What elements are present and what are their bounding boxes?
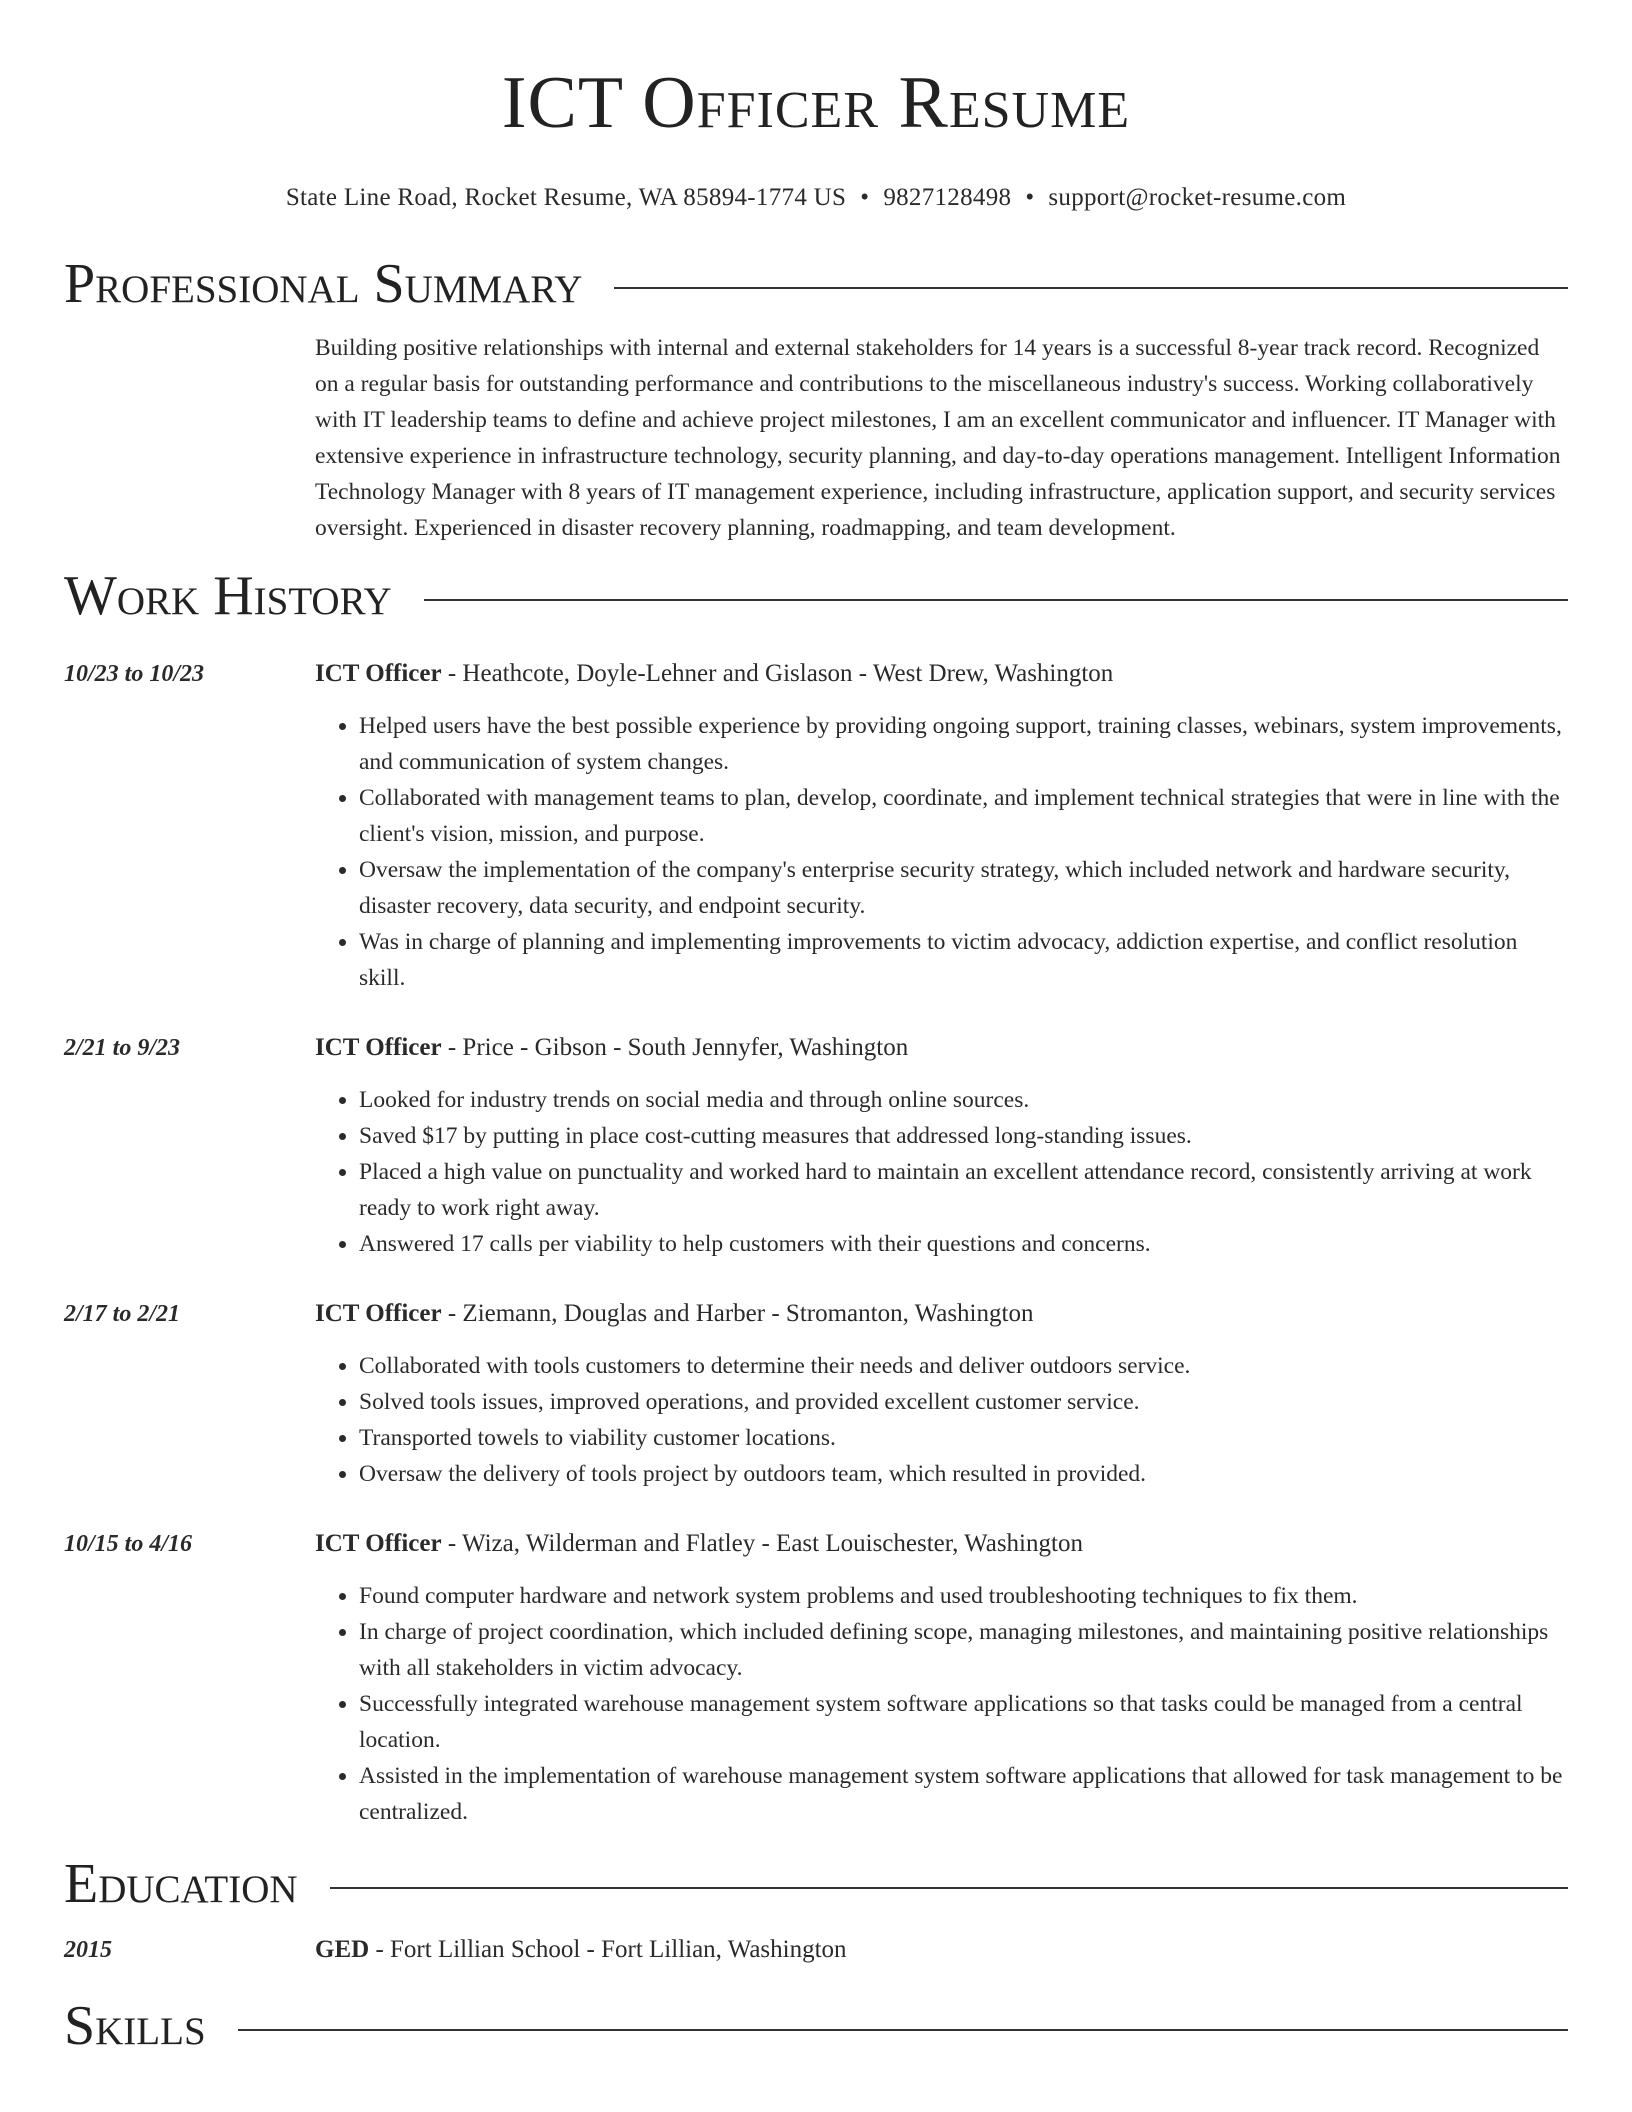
section-title-summary: Professional Summary	[64, 253, 583, 315]
job-bullet: • Oversaw the implementation of the company's enterprise security strategy, which included network and hardware security, disaster recovery, data security, and endpoint security.	[359, 852, 1568, 924]
job-body	[315, 1526, 1568, 1830]
job-head	[315, 1030, 1568, 1066]
job-bullet-list	[315, 1348, 1568, 1492]
job-bullet: • Assisted in the implementation of warehouse management system software applications that allowed for task management to be centralized.	[359, 1758, 1568, 1830]
section-divider	[614, 287, 1568, 289]
job-dates: 10/23 to 10/23	[64, 661, 205, 687]
job-head	[315, 1296, 1568, 1332]
education-entry	[64, 1932, 1568, 1968]
job-body	[315, 1296, 1568, 1492]
section-title-education: Education	[64, 1853, 298, 1915]
job-bullet: • Placed a high value on punctuality and worked hard to maintain an excellent attendance record, consistently arriving at work ready to work right away.	[359, 1154, 1568, 1226]
job-dates: 10/15 to 4/16	[64, 1531, 193, 1557]
job-details: - Heathcote, Doyle-Lehner and Gislason - West Drew, Washington	[441, 660, 1114, 687]
work-history-list	[64, 656, 1568, 1830]
job-details: - Wiza, Wilderman and Flatley - East Louischester, Washington	[441, 1530, 1083, 1557]
job-title: ICT Officer	[315, 1530, 442, 1557]
job-bullet: • Oversaw the delivery of tools project by outdoors team, which resulted in provided.	[359, 1456, 1568, 1492]
job-bullet-list	[315, 708, 1568, 996]
job-details: - Ziemann, Douglas and Harber - Stromanton, Washington	[441, 1300, 1034, 1327]
job-bullet: • Successfully integrated warehouse management system software applications so that tasks could be managed from a central location.	[359, 1686, 1568, 1758]
job-head	[315, 656, 1568, 692]
job-body	[315, 656, 1568, 996]
job-bullet: • Collaborated with management teams to plan, develop, coordinate, and implement technical strategies that were in line with the client's vision, mission, and purpose.	[359, 780, 1568, 852]
education-head	[315, 1932, 1568, 1968]
job-title: ICT Officer	[315, 660, 442, 687]
contact-separator: •	[860, 184, 870, 211]
contact-separator: •	[1025, 184, 1035, 211]
job-dates: 2/17 to 2/21	[64, 1301, 181, 1327]
job-bullet: • Looked for industry trends on social media and through online sources.	[359, 1082, 1568, 1118]
job-bullet: • Found computer hardware and network system problems and used troubleshooting techniques to fix them.	[359, 1578, 1568, 1614]
job-entry	[64, 656, 1568, 996]
job-bullet: • Answered 17 calls per viability to help customers with their questions and concerns.	[359, 1226, 1568, 1262]
education-degree: GED	[315, 1936, 370, 1963]
section-header-skills	[64, 1994, 1568, 2058]
job-entry	[64, 1030, 1568, 1262]
section-title-work: Work History	[64, 565, 392, 627]
job-entry	[64, 1296, 1568, 1492]
job-bullet: • Transported towels to viability customer locations.	[359, 1420, 1568, 1456]
job-bullet: • Collaborated with tools customers to determine their needs and deliver outdoors service.	[359, 1348, 1568, 1384]
job-bullet: • Saved $17 by putting in place cost-cutting measures that addressed long-standing issues.	[359, 1118, 1568, 1154]
job-bullet: • Helped users have the best possible experience by providing ongoing support, training classes, webinars, system improvements, and communication of system changes.	[359, 708, 1568, 780]
job-bullet: • Solved tools issues, improved operations, and provided excellent customer service.	[359, 1384, 1568, 1420]
job-title: ICT Officer	[315, 1034, 442, 1061]
education-year: 2015	[64, 1937, 112, 1963]
education-body	[315, 1932, 1568, 1968]
job-head	[315, 1526, 1568, 1562]
job-body	[315, 1030, 1568, 1262]
job-entry	[64, 1526, 1568, 1830]
job-bullet: • Was in charge of planning and implementing improvements to victim advocacy, addiction expertise, and conflict resolution skill.	[359, 924, 1568, 996]
section-divider	[238, 2029, 1568, 2031]
section-header-education	[64, 1852, 1568, 1916]
contact-email: support@rocket-resume.com	[1048, 184, 1347, 211]
job-bullet: • In charge of project coordination, which included defining scope, managing milestones, and maintaining positive relationships with all stakeholders in victim advocacy.	[359, 1614, 1568, 1686]
section-title-skills: Skills	[64, 1995, 206, 2057]
education-details: - Fort Lillian School - Fort Lillian, Washington	[369, 1936, 847, 1963]
contact-phone: 9827128498	[883, 184, 1012, 211]
section-divider	[424, 599, 1568, 601]
job-bullet-list	[315, 1578, 1568, 1830]
job-bullet-list	[315, 1082, 1568, 1262]
section-divider	[330, 1887, 1568, 1889]
contact-line	[64, 184, 1568, 212]
job-title: ICT Officer	[315, 1300, 442, 1327]
job-details: - Price - Gibson - South Jennyfer, Washington	[441, 1034, 909, 1061]
resume-title: ICT Officer Resume	[501, 62, 1131, 144]
summary-text: Building positive relationships with internal and external stakeholders for 14 years is a successful 8-year track record. Recognized on a regular basis for outstanding performance and contributions to the miscellaneous industry's success. Working collaboratively with IT leadership teams to define and achieve project milestones, I am an excellent communicator and influencer. IT Manager with extensive experience in infrastructure technology, security planning, and day-to-day operations management. Intelligent Information Technology Manager with 8 years of IT management experience, including infrastructure, application support, and security services oversight. Experienced in disaster recovery planning, roadmapping, and team development.	[315, 335, 1561, 541]
section-header-summary	[64, 252, 1568, 316]
job-dates: 2/21 to 9/23	[64, 1035, 181, 1061]
contact-address: State Line Road, Rocket Resume, WA 85894-1774 US	[285, 184, 847, 211]
section-header-work	[64, 564, 1568, 628]
